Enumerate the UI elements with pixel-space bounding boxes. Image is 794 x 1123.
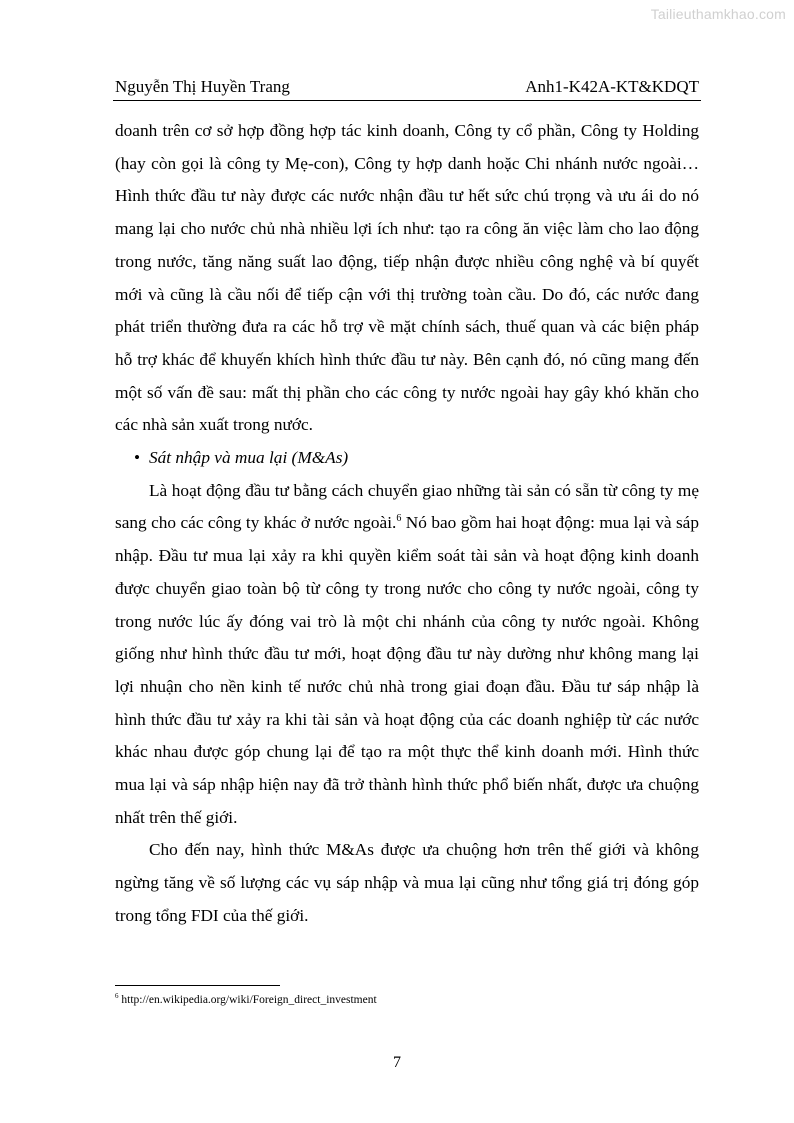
header-author: Nguyễn Thị Huyền Trang xyxy=(115,77,290,96)
bullet-heading-text: Sát nhập và mua lại (M&As) xyxy=(149,448,349,468)
paragraph-3: Cho đến nay, hình thức M&As được ưa chuộng hơn trên thế giới và không ngừng tăng về số lượng các vụ sáp nhập và mua lại cũng như tổng giá trị đóng góp trong tổng FDI của thế giới. xyxy=(115,840,699,925)
watermark: Tailieuthamkhao.com xyxy=(650,6,786,22)
page-number: 7 xyxy=(393,1054,401,1071)
footnote-number: 6 xyxy=(115,992,119,1001)
header-class-code: Anh1-K42A-KT&KDQT xyxy=(525,77,699,96)
paragraph-2-start: Là hoạt động đầu tư bằng cách chuyển giao những tài sản có sẵn từ công ty mẹ sang cho các công ty khác ở nước ngoài. xyxy=(115,480,699,533)
body-text xyxy=(115,115,699,933)
bullet-heading xyxy=(115,442,699,475)
footnote-link[interactable]: http://en.wikipedia.org/wiki/Foreign_direct_investment xyxy=(118,994,377,1006)
footnote xyxy=(115,994,377,1006)
paragraph-2 xyxy=(115,475,699,835)
paragraph-2-rest: Nó bao gồm hai hoạt động: mua lại và sáp nhập. Đầu tư mua lại xảy ra khi quyền kiểm soát tài sản và hoạt động kinh doanh được chuyển giao toàn bộ từ công ty trong nước cho công ty nước ngoài, công ty trong nước lúc ấy đóng vai trò là một chi nhánh của công ty nước ngoài. Không giống như hình thức đầu tư mới, hoạt động đầu tư này dường như không mang lại lợi nhuận cho nền kinh tế nước chủ nhà trong giai đoạn đầu. Đầu tư sáp nhập là hình thức đầu tư xảy ra khi tài sản và hoạt động của các doanh nghiệp từ các nước khác nhau được góp chung lại để tạo ra một thực thể kinh doanh mới. Hình thức mua lại và sáp nhập hiện nay đã trở thành hình thức phổ biến nhất, được ưa chuộng nhất trên thế giới. xyxy=(115,513,699,827)
footnote-separator xyxy=(115,985,280,986)
page-header xyxy=(113,76,701,101)
footnote-reference: 6 xyxy=(396,513,402,525)
bullet-icon: • xyxy=(134,448,141,468)
paragraph-1: doanh trên cơ sở hợp đồng hợp tác kinh doanh, Công ty cổ phần, Công ty Holding (hay còn gọi là công ty Mẹ-con), Công ty hợp danh hoặc Chi nhánh nước ngoài…Hình thức đầu tư này được các nước nhận đầu tư hết sức chú trọng và ưu ái do nó mang lại cho nước chủ nhà nhiều lợi ích như: tạo ra công ăn việc làm cho lao động trong nước, tăng năng suất lao động, tiếp nhận được nhiều công nghệ và bí quyết mới và cũng là cầu nối để tiếp cận với thị trường toàn cầu. Do đó, các nước đang phát triển thường đưa ra các hỗ trợ về mặt chính sách, thuế quan và các biện pháp hỗ trợ khác để khuyến khích hình thức đầu tư này. Bên cạnh đó, nó cũng mang đến một số vấn đề sau: mất thị phần cho các công ty nước ngoài hay gây khó khăn cho các nhà sản xuất trong nước. xyxy=(115,121,699,435)
